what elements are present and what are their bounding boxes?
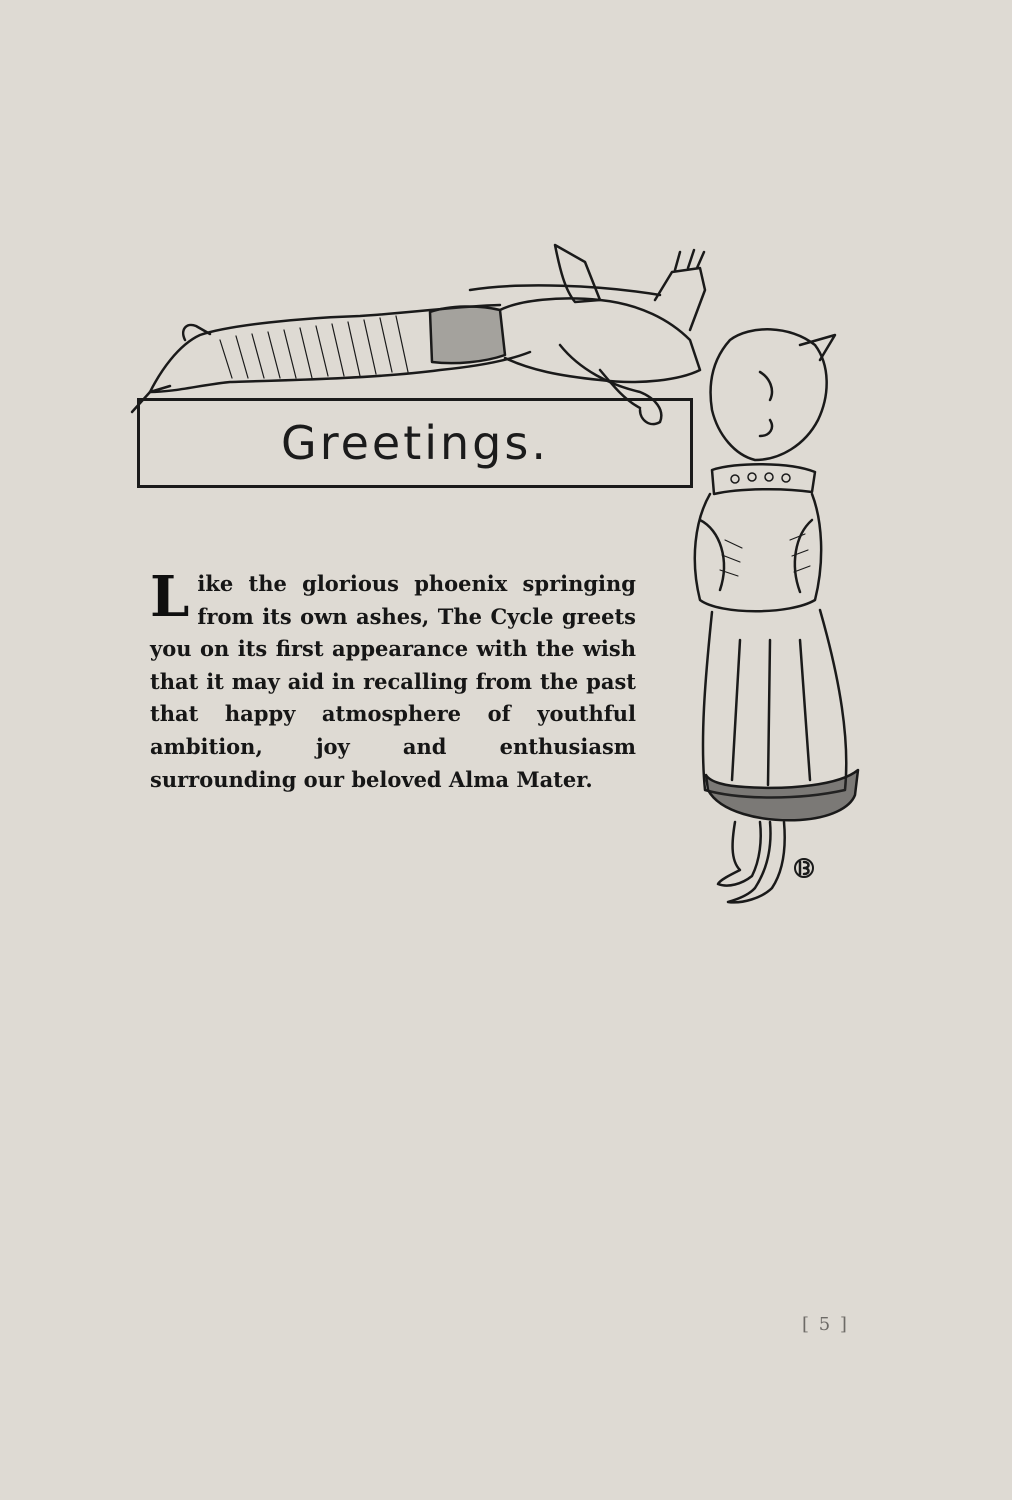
title-box: [137, 398, 693, 488]
greeting-paragraph: [150, 564, 636, 796]
page-title: Greetings.: [281, 416, 549, 470]
drop-cap: L: [150, 564, 190, 630]
page-number: [ 5 ]: [802, 1314, 849, 1335]
greeting-text: ike the glorious phoenix springing from its own ashes, The Cycle greets you on its first appearance with the wish that it may aid in recalling from the past that happy atmosphere of youthful ambition, joy and enthusiasm surrounding our beloved Alma Mater.: [150, 571, 636, 792]
